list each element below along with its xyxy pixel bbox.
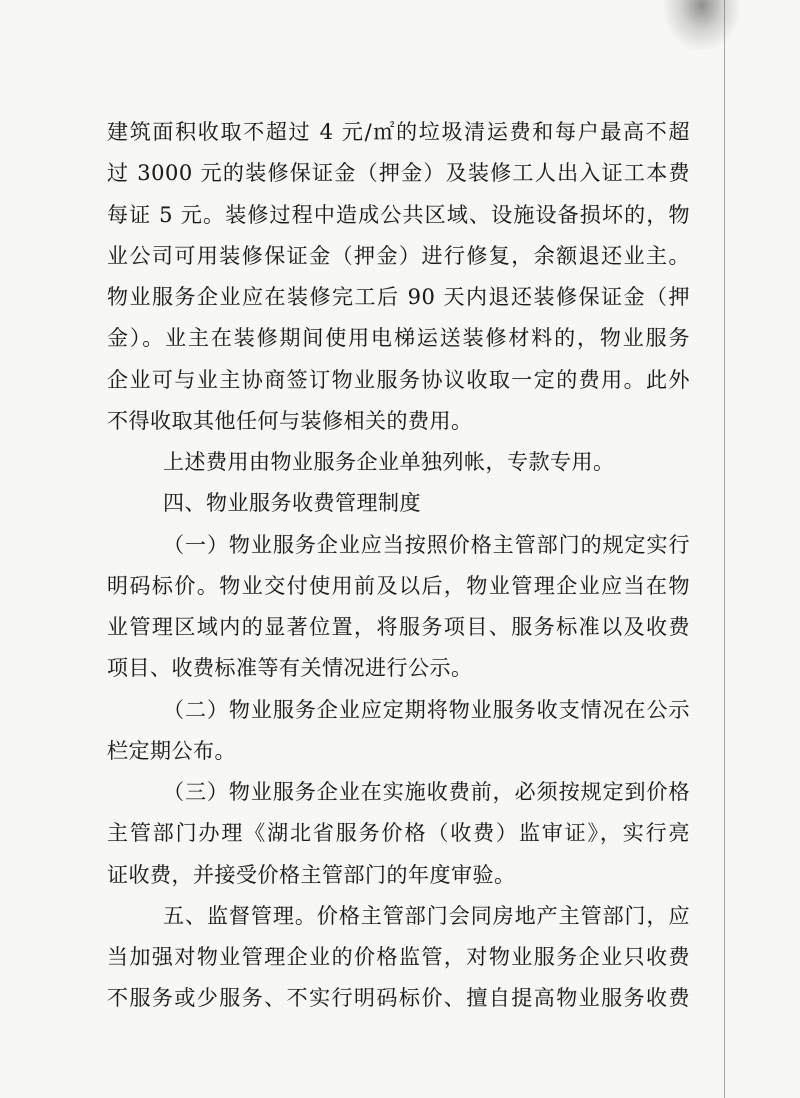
clause-2-income-expense-publication: [107, 690, 690, 773]
text-line: （三）物业服务企业在实施收费前，必须按规定到价格: [163, 780, 690, 804]
text-line: 金）。业主在装修期间使用电梯运送装修材料的，物业服务: [107, 326, 690, 351]
text-line: 项目、收费标准等有关情况进行公示。: [107, 656, 473, 681]
text-line: 栏定期公布。: [107, 738, 236, 763]
text-line: 过 3000 元的装修保证金（押金）及装修工人出入证工本费: [107, 161, 690, 186]
text-line: （二）物业服务企业应定期将物业服务收支情况在公示: [163, 697, 690, 722]
text-line: 明码标价。物业交付使用前及以后，物业管理企业应当在物: [107, 573, 690, 598]
document-body: [107, 112, 690, 1020]
text-line: 物业服务企业应在装修完工后 90 天内退还装修保证金（押: [107, 285, 690, 309]
section-heading-fee-management: [107, 483, 690, 524]
section-heading: 四、物业服务收费管理制度: [163, 491, 421, 516]
clause-3-audit-certificate: [107, 772, 690, 896]
text-line: 建筑面积收取不超过 4 元/㎡的垃圾清运费和每户最高不超: [107, 120, 690, 144]
clause-1-price-disclosure: [107, 525, 690, 690]
paragraph-renovation-fees-continued: [107, 112, 690, 442]
text-line: 主管部门办理《湖北省服务价格（收费）监审证》，实行亮: [107, 821, 690, 846]
text-line: 业管理区域内的显著位置，将服务项目、服务标准以及收费: [107, 615, 690, 639]
page-edge-line: [724, 0, 725, 1098]
text-line: 不服务或少服务、不实行明码标价、擅自提高物业服务收费: [107, 986, 690, 1011]
text-line: 企业可与业主协商签订物业服务协议收取一定的费用。此外: [107, 367, 690, 392]
text-line: 证收费，并接受价格主管部门的年度审验。: [107, 862, 516, 887]
paragraph-dedicated-funds: [107, 442, 690, 483]
section-5-supervision: [107, 896, 690, 1020]
text-line: 业公司可用装修保证金（押金）进行修复，余额退还业主。: [107, 243, 690, 268]
scan-smudge: [664, 0, 740, 50]
text-line: 不得收取其他任何与装修相关的费用。: [107, 408, 473, 433]
text-line: 当加强对物业管理企业的价格监管，对物业服务企业只收费: [107, 945, 690, 969]
text-line: （一）物业服务企业应当按照价格主管部门的规定实行: [163, 532, 690, 557]
text-line: 上述费用由物业服务企业单独列帐，专款专用。: [163, 450, 615, 474]
text-line: 每证 5 元。装修过程中造成公共区域、设施设备损坏的，物: [107, 202, 690, 227]
text-line: 五、监督管理。价格主管部门会同房地产主管部门，应: [163, 903, 690, 928]
